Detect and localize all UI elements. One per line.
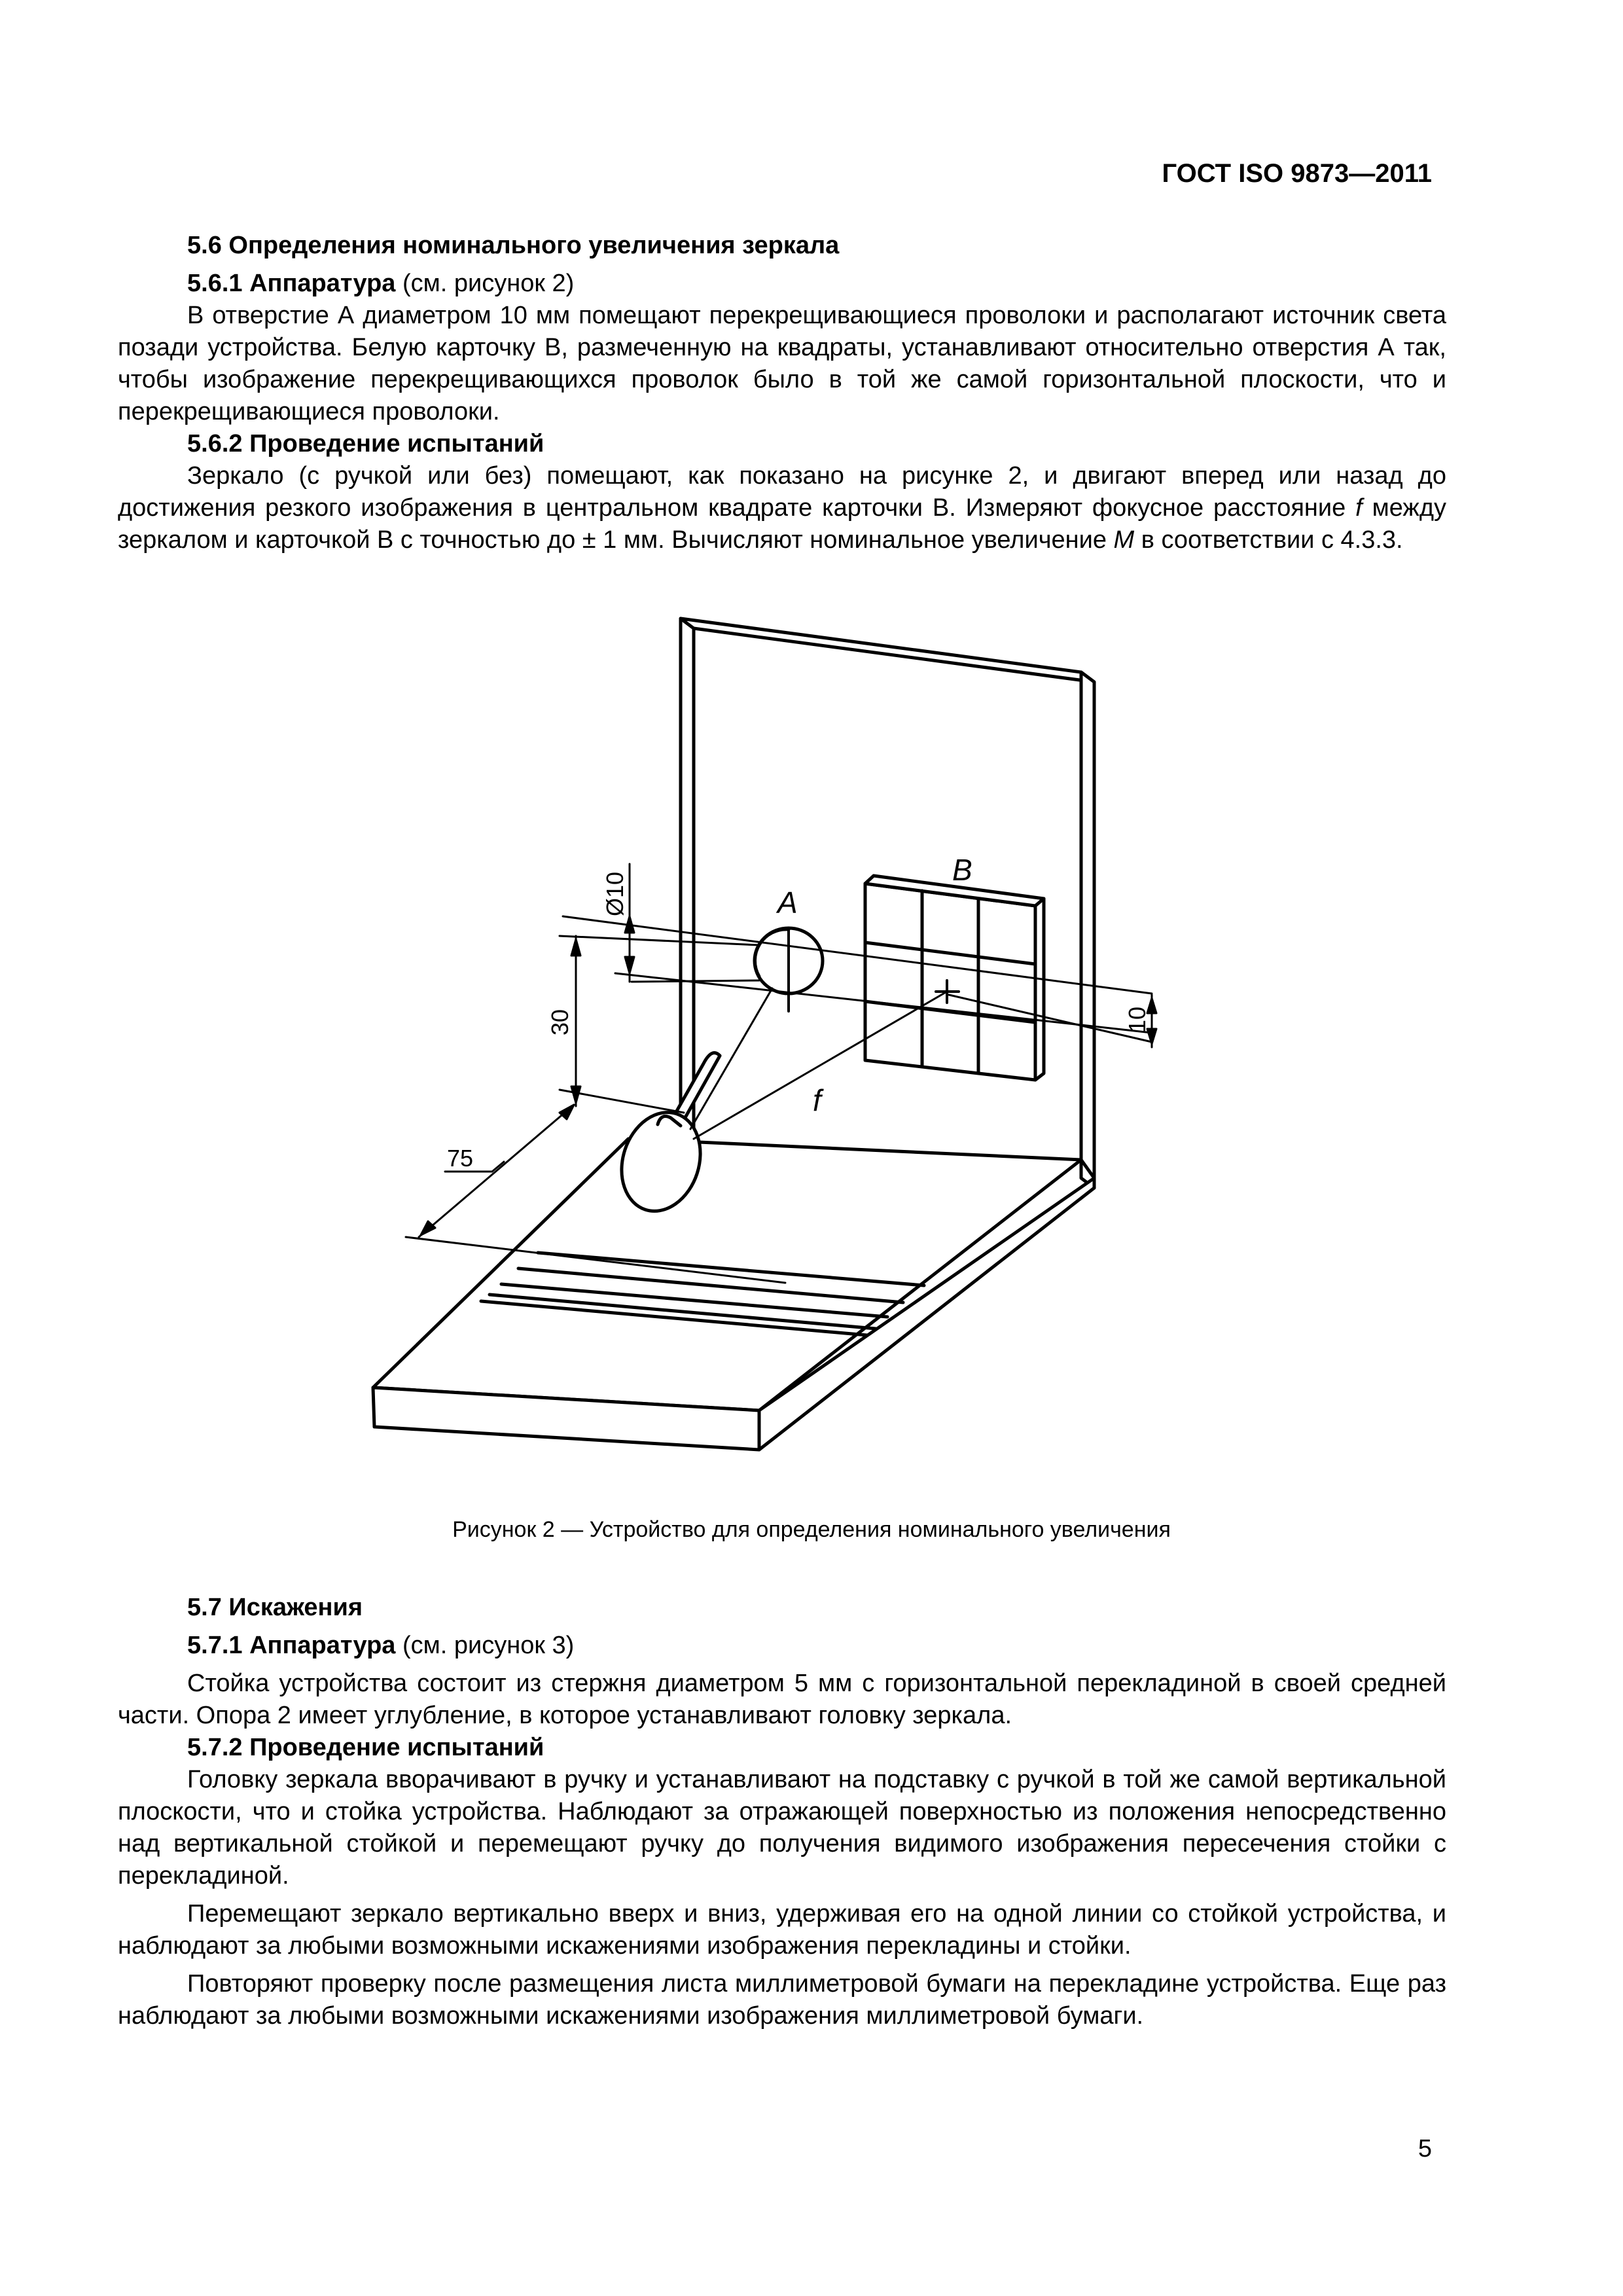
paragraph-5-7-1: Стойка устройства состоит из стержня диаметром 5 мм с горизонтальной перекладиной в своей средней части. Опора 2 имеет углубление, в которое устанавливают головку зеркала.: [118, 1670, 1446, 1729]
base-plate: [373, 1139, 1094, 1450]
standard-header: ГОСТ ISO 9873—2011: [1162, 159, 1432, 188]
heading-5-7: 5.7 Искажения: [187, 1594, 363, 1621]
subheading-5-7-1-title: 5.7.1 Аппаратура: [187, 1632, 396, 1659]
symbol-m: M: [1113, 526, 1135, 554]
dim-depth-label: 75: [447, 1145, 474, 1172]
page-number: 5: [1418, 2135, 1432, 2162]
label-b: B: [952, 853, 972, 887]
dim-height-label: 30: [546, 1009, 573, 1035]
paragraph-5-6-2-part-a: Зеркало (с ручкой или без) помещают, как показано на рисунке 2, и двигают вперед или назад до достижения резкого изображения в центральном квадрате карточки В. Измеряют фокусное расстояние: [118, 462, 1446, 522]
subheading-5-7-2: 5.7.2 Проведение испытаний: [187, 1734, 544, 1761]
paragraph-5-6-1: В отверстие А диаметром 10 мм помещают перекрещивающиеся проволоки и располагают источник света позади устройства. Белую карточку В, размеченную на квадраты, устанавливают относительно отверстия А так, чтобы изображение перекрещивающихся проволок было в той же самой горизонтальной плоскости, что и перекрещивающиеся проволоки.: [118, 302, 1446, 425]
subheading-5-7-1-ref: (см. рисунок 3): [395, 1632, 575, 1659]
section-5-7: [118, 1592, 1446, 2032]
subheading-5-6-1-ref: (см. рисунок 2): [395, 270, 575, 297]
paragraph-5-7-2-2: Перемещают зеркало вертикально вверх и вниз, удерживая его на одной линии со стойкой устройства, и наблюдают за любыми возможными искажениями изображения перекладины и стойки.: [118, 1900, 1446, 1960]
label-a: A: [777, 886, 798, 920]
dim-card-label: 10: [1124, 1006, 1150, 1033]
subheading-5-6-2: 5.6.2 Проведение испытаний: [187, 430, 544, 457]
dim-hole-label: Ø10: [601, 871, 628, 916]
hole-a: [755, 928, 823, 1011]
card-b: [865, 876, 1044, 1080]
paragraph-5-7-2-3: Повторяют проверку после размещения листа миллиметровой бумаги на перекладине устройства. Еще раз наблюдают за любыми возможными искажениями изображения миллиметровой бумаги.: [118, 1970, 1446, 2030]
paragraph-5-7-2-1: Головку зеркала вворачивают в ручку и устанавливают на подставку с ручкой в той же самой вертикальной плоскости, что и стойка устройства. Наблюдают за отражающей поверхностью из положения непосредственно над вертикальной стойкой и перемещают ручку до получения видимого изображения пересечения стойки с перекладиной.: [118, 1766, 1446, 1890]
label-f: f: [813, 1083, 821, 1117]
figure-2-caption: Рисунок 2 — Устройство для определения номинального увеличения: [452, 1517, 1171, 1542]
heading-5-6: 5.6 Определения номинального увеличения зеркала: [187, 232, 840, 259]
paragraph-5-6-2-part-b: между зеркалом и карточкой В с точностью до ± 1 мм. Вычисляют номинальное увеличение: [118, 494, 1447, 554]
subheading-5-6-1-title: 5.6.1 Аппаратура: [187, 270, 396, 297]
symbol-f: f: [1355, 494, 1363, 522]
subheading-5-7-1: [118, 1630, 1446, 1662]
paragraph-5-6-2-part-c: в соответствии с 4.3.3.: [1134, 526, 1403, 554]
